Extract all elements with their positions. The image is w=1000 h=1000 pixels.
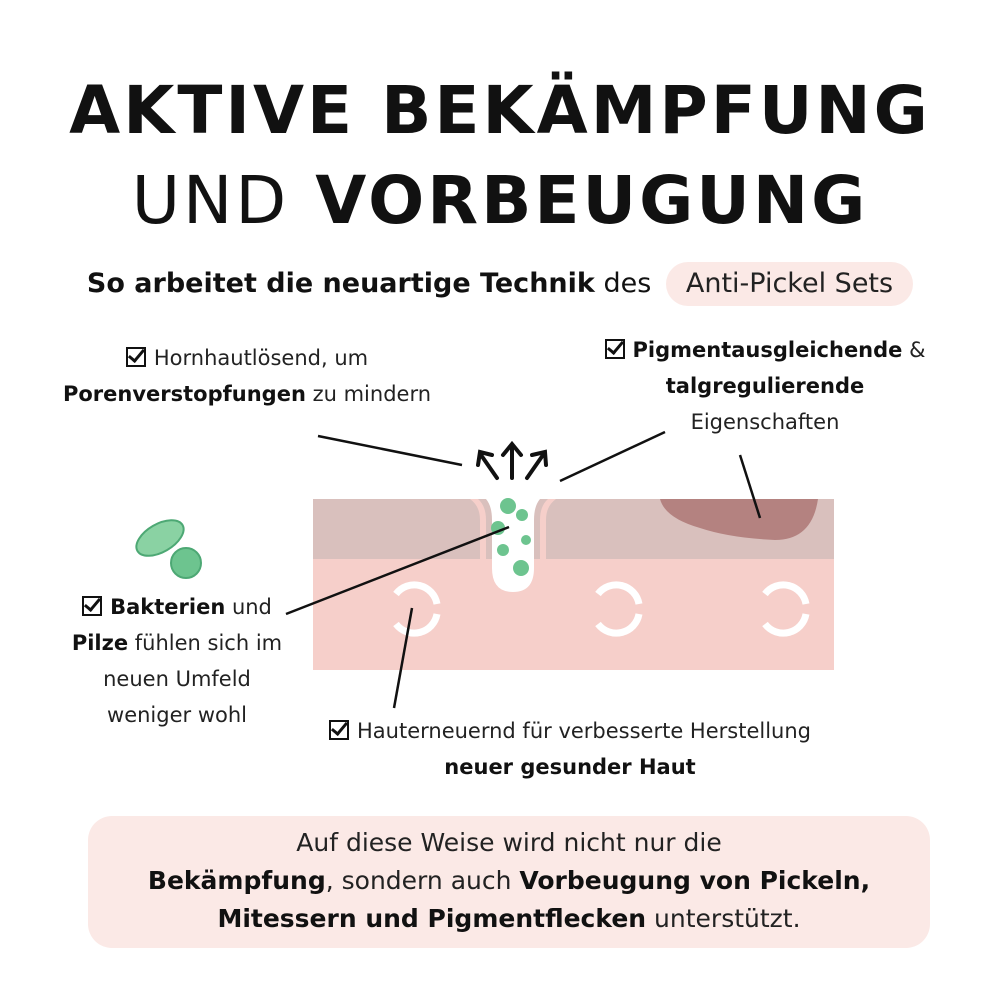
check-icon [329,720,349,740]
check-icon [82,596,102,616]
label-hornhaut-line-1: Hornhautlösend, um [52,340,442,376]
subtitle-des: des [603,268,652,299]
summary-line-2: Bekämpfung, sondern auch Vorbeugung von Pickeln, [147,866,871,895]
label-bakterien-line-1: Bakterien und [52,589,302,625]
label-bakterien-line-3: neuen Umfeld [103,667,251,691]
label-pigment-line-3: Eigenschaften [690,410,840,434]
label-haut-line-2: neuer gesunder Haut [444,755,696,779]
summary-line-3: Mitessern und Pigmentflecken unterstützt. [217,904,801,933]
label-hornhaut-line-2: Porenverstopfungen zu mindern [62,382,432,406]
summary-text [88,824,930,938]
check-icon [126,347,146,367]
product-pill: Anti-Pickel Sets [666,262,913,306]
label-hornhaut [52,340,442,412]
label-bakterien [52,589,302,733]
title-line-1: AKTIVE BEKÄMPFUNG [69,72,931,149]
pore-cavity [486,499,540,592]
label-pigment [590,332,940,440]
title-und: UND [131,162,290,239]
label-bakterien-line-4: weniger wohl [107,703,247,727]
label-haut [300,713,840,785]
label-pigment-line-2: talgregulierende [665,374,865,398]
label-haut-line-1: Hauterneuernd für verbesserte Herstellung [300,713,840,749]
summary-line-1: Auf diese Weise wird nicht nur die [296,828,722,857]
check-icon [605,339,625,359]
arrow-up-icon [478,444,546,478]
bacteria-icon [130,513,201,578]
title-vorbeugung: VORBEUGUNG [315,162,869,239]
skin-bottom-layer [313,558,834,670]
label-bakterien-line-2: Pilze fühlen sich im [71,631,283,655]
label-pigment-line-1: Pigmentausgleichende & [590,332,940,368]
subtitle-bold: So arbeitet die neuartige Technik [86,268,595,299]
